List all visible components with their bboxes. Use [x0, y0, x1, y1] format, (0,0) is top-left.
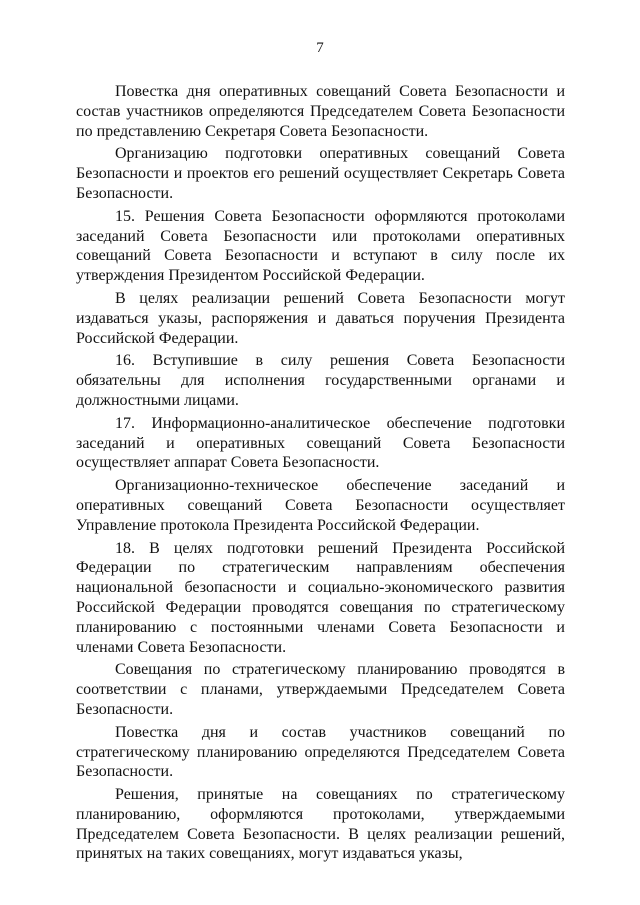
paragraph: Организационно-техническое обеспечение заседаний и оперативных совещаний Совета Безопасности осуществляет Управление протокола Президента Российской Федерации.	[76, 477, 565, 534]
paragraph: Решения, принятые на совещаниях по стратегическому планированию, оформляются протоколами, утверждаемыми Председателем Совета Безопасности. В целях реализации решений, принятых на таких совещаниях, могут издаваться указы,	[76, 786, 565, 863]
paragraph: 16. Вступившие в силу решения Совета Безопасности обязательны для исполнения государственными органами и должностными лицами.	[76, 352, 565, 409]
paragraph: 17. Информационно-аналитическое обеспечение подготовки заседаний и оперативных совещаний Совета Безопасности осуществляет аппарат Совета Безопасности.	[76, 414, 565, 472]
paragraph: 18. В целях подготовки решений Президента Российской Федерации по стратегическим направлениям обеспечения национальной безопасности и социально-экономического развития Российской Федерации проводятся совещания по стратегическому планированию с постоянными членами Совета Безопасности и членами Совета Безопасности.	[76, 539, 565, 656]
paragraph: Организацию подготовки оперативных совещаний Совета Безопасности и проектов его решений осуществляет Секретарь Совета Безопасности.	[76, 145, 565, 202]
document-body	[76, 82, 565, 864]
paragraph: Повестка дня оперативных совещаний Совета Безопасности и состав участников определяются Председателем Совета Безопасности по представлению Секретаря Совета Безопасности.	[76, 83, 565, 140]
paragraph: Совещания по стратегическому планированию проводятся в соответствии с планами, утверждаемыми Председателем Совета Безопасности.	[76, 661, 565, 718]
paragraph: В целях реализации решений Совета Безопасности могут издаваться указы, распоряжения и даваться поручения Президента Российской Федерации.	[76, 289, 565, 347]
paragraph: Повестка дня и состав участников совещаний по стратегическому планированию определяются Председателем Совета Безопасности.	[76, 723, 565, 781]
paragraph: 15. Решения Совета Безопасности оформляются протоколами заседаний Совета Безопасности или протоколами оперативных совещаний Совета Безопасности и вступают в силу после их утверждения Президентом Российской Федерации.	[76, 207, 565, 285]
page-number: 7	[316, 40, 324, 56]
